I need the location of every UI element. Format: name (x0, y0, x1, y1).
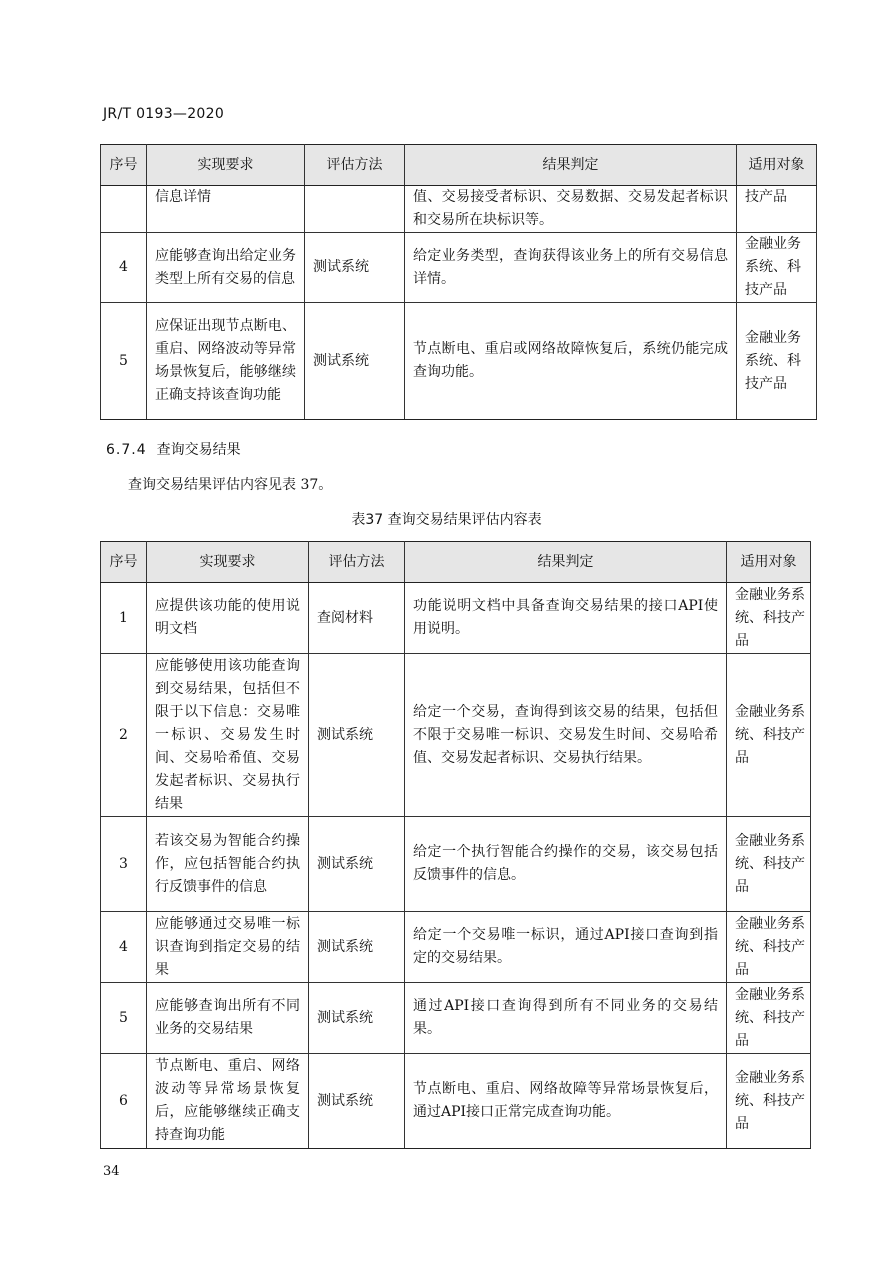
cell-target: 金融业务系统、科技产品 (727, 817, 811, 912)
cell-requirement: 应能够使用该功能查询到交易结果，包括但不限于以下信息：交易唯一标识、交易发生时间、交易哈希值、交易发起者标识、交易执行结果 (147, 654, 309, 817)
cell-number: 1 (101, 583, 147, 654)
cell-method: 测试系统 (309, 983, 405, 1054)
table-header-row (101, 145, 817, 186)
cell-result: 通过API接口查询得到所有不同业务的交易结果。 (405, 983, 727, 1054)
cell-target: 金融业务系统、科技产品 (727, 983, 811, 1054)
cell-method: 测试系统 (309, 817, 405, 912)
cell-requirement: 应保证出现节点断电、重启、网络波动等异常场景恢复后，能够继续正确支持该查询功能 (147, 303, 305, 420)
cell-result: 节点断电、重启、网络故障等异常场景恢复后，通过API接口正常完成查询功能。 (405, 1054, 727, 1149)
evaluation-table-37 (100, 541, 811, 1149)
cell-method: 查阅材料 (309, 583, 405, 654)
cell-number: 3 (101, 817, 147, 912)
cell-number: 6 (101, 1054, 147, 1149)
cell-method: 测试系统 (309, 1054, 405, 1149)
cell-target: 金融业务系统、科技产品 (727, 583, 811, 654)
table-row (101, 186, 817, 233)
cell-result: 节点断电、重启或网络故障恢复后，系统仍能完成查询功能。 (405, 303, 737, 420)
cell-number: 2 (101, 654, 147, 817)
cell-target: 金融业务系统、科技产品 (727, 912, 811, 983)
col-header-result: 结果判定 (405, 542, 727, 583)
col-header-method: 评估方法 (305, 145, 405, 186)
table-header-row (101, 542, 811, 583)
table-caption: 表37 查询交易结果评估内容表 (351, 512, 542, 528)
cell-target: 金融业务系统、科技产品 (727, 1054, 811, 1149)
evaluation-table-continued (100, 144, 817, 420)
cell-result: 值、交易接受者标识、交易数据、交易发起者标识和交易所在块标识等。 (405, 186, 737, 233)
cell-method: 测试系统 (305, 233, 405, 303)
cell-target: 金融业务系统、科技产品 (727, 654, 811, 817)
document-code: JR/T 0193—2020 (103, 106, 225, 122)
cell-requirement: 应提供该功能的使用说明文档 (147, 583, 309, 654)
col-header-result: 结果判定 (405, 145, 737, 186)
cell-method (305, 186, 405, 233)
col-header-target: 适用对象 (727, 542, 811, 583)
section-heading (106, 439, 241, 459)
cell-requirement: 应能够通过交易唯一标识查询到指定交易的结果 (147, 912, 309, 983)
cell-target: 技产品 (737, 186, 817, 233)
cell-result: 给定一个执行智能合约操作的交易，该交易包括反馈事件的信息。 (405, 817, 727, 912)
table-row (101, 1054, 811, 1149)
table-row (101, 817, 811, 912)
table-row (101, 583, 811, 654)
cell-requirement: 应能够查询出给定业务类型上所有交易的信息 (147, 233, 305, 303)
cell-requirement: 节点断电、重启、网络波动等异常场景恢复后，应能够继续正确支持查询功能 (147, 1054, 309, 1149)
col-header-requirement: 实现要求 (147, 145, 305, 186)
cell-requirement: 信息详情 (147, 186, 305, 233)
cell-requirement: 应能够查询出所有不同业务的交易结果 (147, 983, 309, 1054)
cell-result: 给定业务类型，查询获得该业务上的所有交易信息详情。 (405, 233, 737, 303)
cell-result: 给定一个交易唯一标识，通过API接口查询到指定的交易结果。 (405, 912, 727, 983)
cell-number: 5 (101, 303, 147, 420)
col-header-target: 适用对象 (737, 145, 817, 186)
cell-method: 测试系统 (309, 912, 405, 983)
table-row (101, 654, 811, 817)
col-header-number: 序号 (101, 145, 147, 186)
section-title: 查询交易结果 (156, 442, 241, 458)
cell-result: 功能说明文档中具备查询交易结果的接口API使用说明。 (405, 583, 727, 654)
cell-target: 金融业务系统、科技产品 (737, 303, 817, 420)
cell-result: 给定一个交易，查询得到该交易的结果，包括但不限于交易唯一标识、交易发生时间、交易哈希值、交易发起者标识、交易执行结果。 (405, 654, 727, 817)
table-row (101, 983, 811, 1054)
cell-number: 4 (101, 233, 147, 303)
col-header-method: 评估方法 (309, 542, 405, 583)
cell-target: 金融业务系统、科技产品 (737, 233, 817, 303)
cell-requirement: 若该交易为智能合约操作，应包括智能合约执行反馈事件的信息 (147, 817, 309, 912)
cell-number (101, 186, 147, 233)
cell-method: 测试系统 (305, 303, 405, 420)
table-row (101, 233, 817, 303)
cell-method: 测试系统 (309, 654, 405, 817)
page-number: 34 (103, 1164, 120, 1179)
table-row (101, 303, 817, 420)
table-row (101, 912, 811, 983)
cell-number: 5 (101, 983, 147, 1054)
cell-number: 4 (101, 912, 147, 983)
intro-paragraph: 查询交易结果评估内容见表 37。 (128, 477, 333, 493)
col-header-requirement: 实现要求 (147, 542, 309, 583)
col-header-number: 序号 (101, 542, 147, 583)
section-number: 6.7.4 (106, 442, 147, 458)
